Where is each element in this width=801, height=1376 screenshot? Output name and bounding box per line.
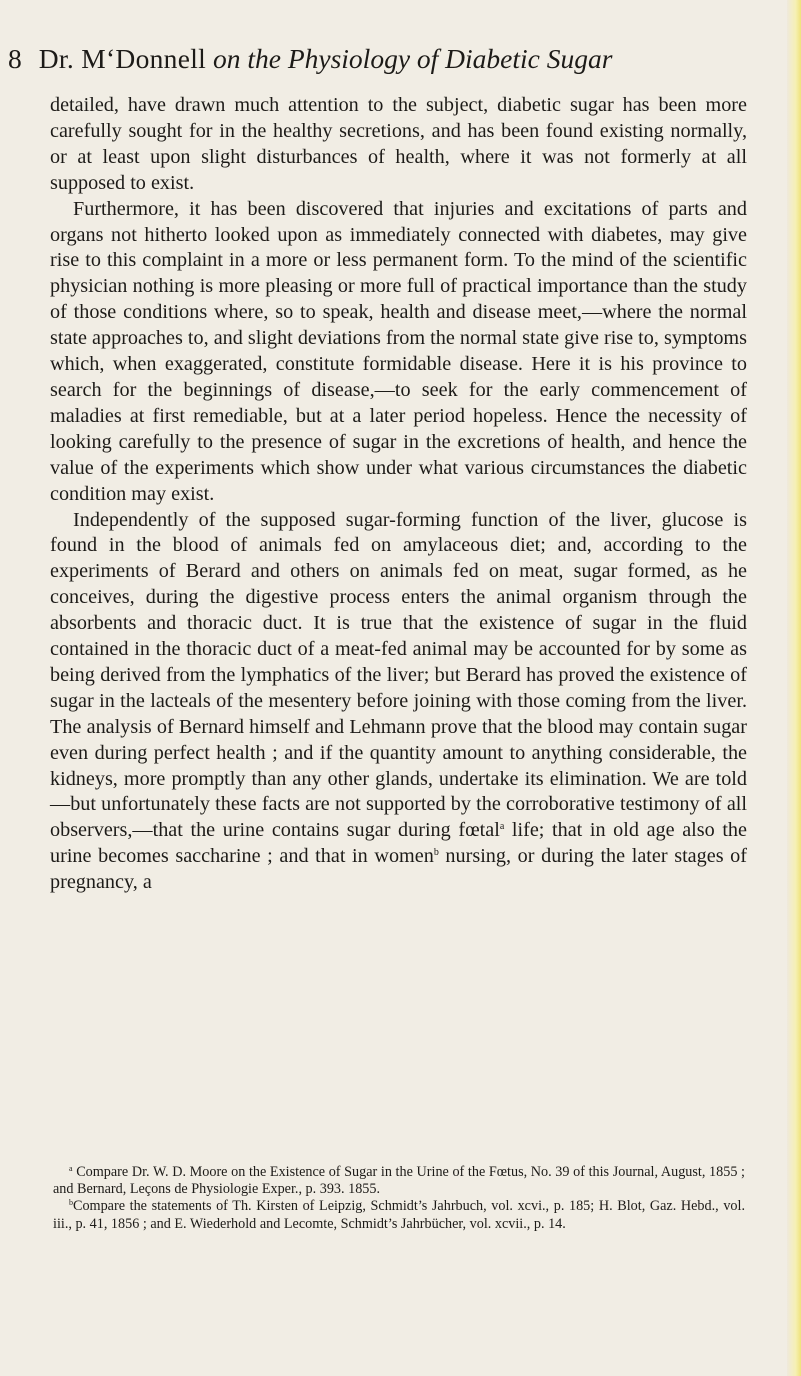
footnote-ref-a: a xyxy=(499,821,505,833)
header-title: on the Physiology of Diabetic Sugar xyxy=(212,43,613,74)
footnote-a-text: Compare Dr. W. D. Moore on the Existence of Sugar in the Urine of the Fœtus, No. 39 of this Journal, August, 1855 ; and Bernard, Leçons de Physiologie Exper., p. 393. 1855. xyxy=(53,1164,745,1198)
running-header xyxy=(8,43,768,75)
paragraph-3-text-b: life; that in old age also the urine becomes saccharine ; and that in women xyxy=(50,819,747,868)
footnotes xyxy=(53,1164,745,1233)
paragraph-3-text-a: Independently of the supposed sugar-forming function of the liver, glucose is found in the blood of animals fed on amylaceous diet; and, according to the experiments of Berard and others on animals fed on meat, sugar formed, as he conceives, during the digestive process enters the animal organism through the absorbents and thoracic duct. It is true that the existence of sugar in the fluid contained in the thoracic duct of a meat-fed animal may be accounted for by some as being derived from the lymphatics of the liver; but Berard has proved the existence of sugar in the lacteals of the mesentery before joining with those coming from the liver. The analysis of Bernard himself and Lehmann prove that the blood may contain sugar even during perfect health ; and if the quantity amount to anything considerable, the kidneys, more promptly than any other glands, undertake its elimination. We are told—but unfortunately these facts are not supported by the corroborative testimony of all observers,—that the urine contains sugar during fœtal xyxy=(50,508,747,842)
paragraph-2: Furthermore, it has been discovered that injuries and excitations of parts and organs not hitherto looked upon as immediately connected with diabetes, may give rise to this complaint in a more or less permanent form. To the mind of the scientific physician nothing is more pleasing or more full of practical importance than the study of those conditions where, so to speak, health and disease meet,—where the normal state approaches to, and slight deviations from the normal state give rise to, symptoms which, when exaggerated, constitute formidable disease. Here it is his province to search for the beginnings of disease,—to seek for the early commencement of maladies at first remediable, but at a later period hopeless. Hence the necessity of looking carefully to the presence of sugar in the excretions of health, and hence the value of the experiments which show under what various circumstances the diabetic condition may exist. xyxy=(50,197,747,505)
footnote-a xyxy=(53,1164,745,1198)
body-text xyxy=(50,93,747,896)
header-author: Dr. M‘Donnell xyxy=(38,43,207,74)
page-edge-shading xyxy=(787,0,801,1376)
paragraph-3 xyxy=(50,508,747,897)
footnote-ref-b: b xyxy=(433,847,439,859)
paragraph-3-text-c: nursing, or during the later stages of pregnancy, a xyxy=(50,845,747,894)
footnote-b-text: Compare the statements of Th. Kirsten of Leipzig, Schmidt’s Jahrbuch, vol. xcvi., p. 185; H. Blot, Gaz. Hebd., vol. iii., p. 41, 1856 ; and E. Wiederhold and Lecomte, Schmidt’s Jahrbücher, vol. xcvii., p. 14. xyxy=(53,1198,745,1232)
footnote-b-mark: b xyxy=(69,1198,73,1208)
footnote-b xyxy=(53,1198,745,1232)
paragraph-1: detailed, have drawn much attention to the subject, diabetic sugar has been more carefully sought for in the healthy secretions, and has been found existing normally, or at least upon slight disturbances of health, where it was not formerly at all supposed to exist. xyxy=(50,94,747,194)
footnote-a-mark: a xyxy=(69,1164,73,1173)
page-number: 8 xyxy=(8,43,22,74)
